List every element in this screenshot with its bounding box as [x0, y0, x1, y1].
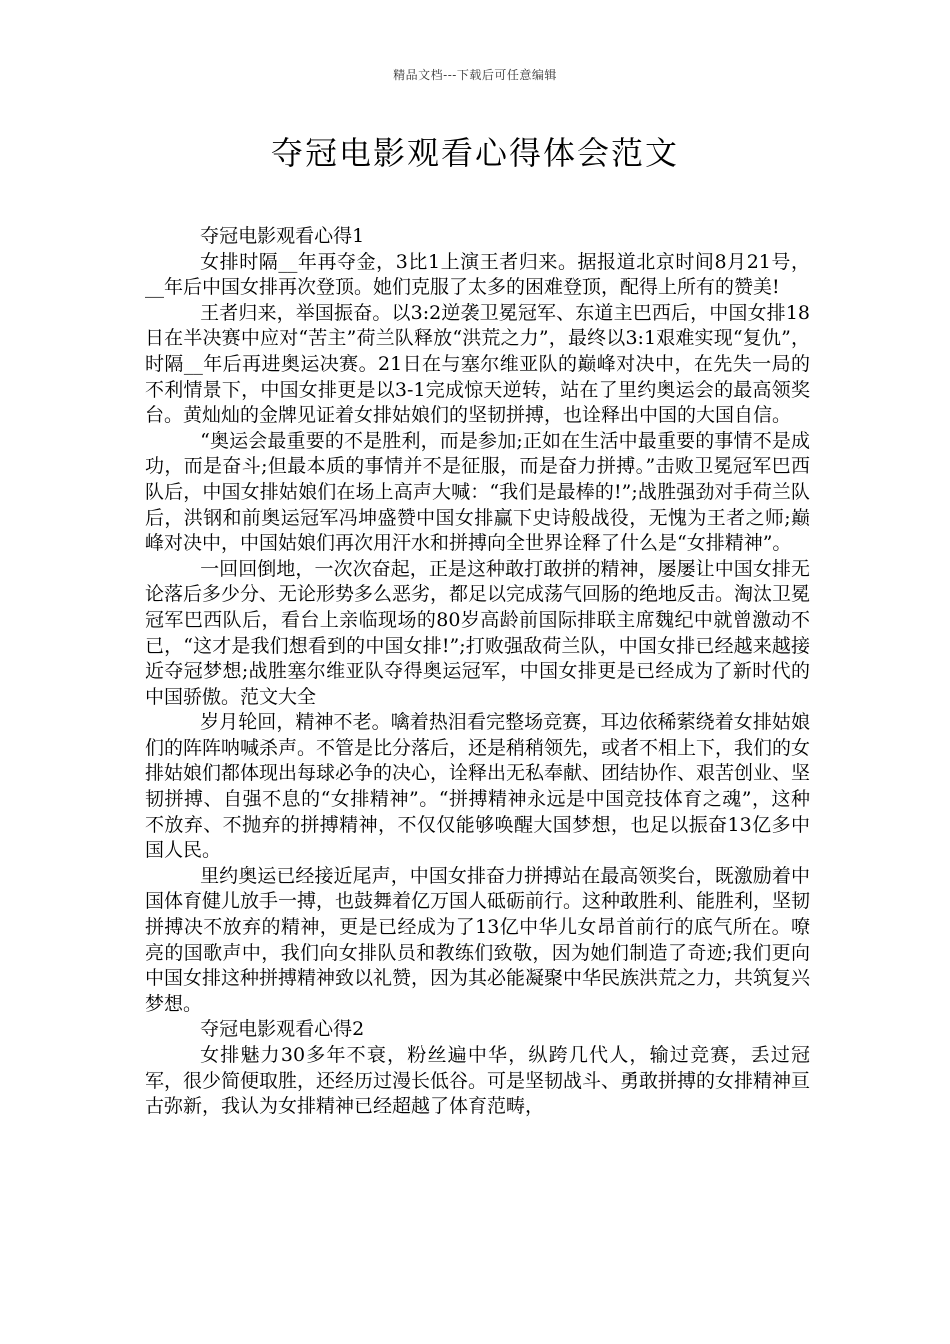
document-title: 夺冠电影观看心得体会范文	[270, 134, 679, 172]
header-note: 精品文档---下载后可任意编辑	[393, 68, 557, 82]
section-heading-2: 夺冠电影观看心得2	[200, 1018, 365, 1041]
paragraph: 王者归来，举国振奋。以3:2逆袭卫冕冠军、东道主巴西后，中国女排18日在半决赛中应对“苦主”荷兰队释放“洪荒之力”，最终以3:1艰难实现“复仇”，时隔__年后再进奥运决赛。21日在与塞尔维亚队的巅峰对决中，在先失一局的不利情景下，中国女排更是以3-1完成惊天逆转，站在了里约奥运会的最高领奖台。黄灿灿的金牌见证着女排姑娘们的坚韧拼搏，也诠释出中国的大国自信。	[145, 301, 810, 427]
paragraph: 岁月轮回，精神不老。噙着热泪看完整场竞赛，耳边依稀萦绕着女排姑娘们的阵阵呐喊杀声。不管是比分落后，还是稍稍领先，或者不相上下，我们的女排姑娘们都体现出每球必争的决心，诠释出无私奉献、团结协作、艰苦创业、坚韧拼搏、自强不息的“女排精神”。“拼搏精神永远是中国竞技体育之魂”，这种不放弃、不抛弃的拼搏精神，不仅仅能够唤醒大国梦想，也足以振奋13亿多中国人民。	[145, 711, 811, 862]
paragraph: 女排时隔__年再夺金，3比1上演王者归来。据报道北京时间8月21号，__年后中国女排再次登顶。她们克服了太多的困难登顶，配得上所有的赞美!	[145, 250, 810, 299]
paragraph: 女排魅力30多年不衰，粉丝遍中华，纵跨几代人，输过竞赛，丢过冠军，很少简便取胜，还经历过漫长低谷。可是坚韧战斗、勇敢拼搏的女排精神亘古弥新，我认为女排精神已经超越了体育范畴，	[145, 1044, 811, 1118]
section-heading-1: 夺冠电影观看心得1	[200, 225, 365, 247]
paragraph: “奥运会最重要的不是胜利，而是参加;正如在生活中最重要的事情不是成功，而是奋斗;但最本质的事情并不是征服，而是奋力拼搏。”击败卫冕冠军巴西队后，中国女排姑娘们在场上高声大喊：“我们是最棒的!”;战胜强劲对手荷兰队后，洪钢和前奥运冠军冯坤盛赞中国女排赢下史诗般战役，无愧为王者之师;巅峰对决中，中国姑娘们再次用汗水和拼搏向全世界诠释了什么是“女排精神”。	[145, 429, 810, 555]
paragraph: 里约奥运已经接近尾声，中国女排奋力拼搏站在最高领奖台，既激励着中国体育健儿放手一搏，也鼓舞着亿万国人砥砺前行。这种敢胜利、能胜利，坚韧拼搏决不放弃的精神，更是已经成为了13亿中华儿女昂首前行的底气所在。嘹亮的国歌声中，我们向女排队员和教练们致敬，因为她们制造了奇迹;我们更向中国女排这种拼搏精神致以礼赞，因为其必能凝聚中华民族洪荒之力，共筑复兴梦想。	[145, 864, 811, 1015]
paragraph: 一回回倒地，一次次奋起，正是这种敢打敢拼的精神，屡屡让中国女排无论落后多少分、无论形势多么恶劣，都足以完成荡气回肠的绝地反击。淘汰卫冕冠军巴西队后，看台上亲临现场的80岁高龄前国际排联主席魏纪中就曾激动不已，“这才是我们想看到的中国女排!”;打败强敌荷兰队，中国女排已经越来越接近夺冠梦想;战胜塞尔维亚队夺得奥运冠军，中国女排更是已经成为了新时代的中国骄傲。范文大全	[145, 557, 811, 708]
document-body	[145, 224, 810, 1120]
